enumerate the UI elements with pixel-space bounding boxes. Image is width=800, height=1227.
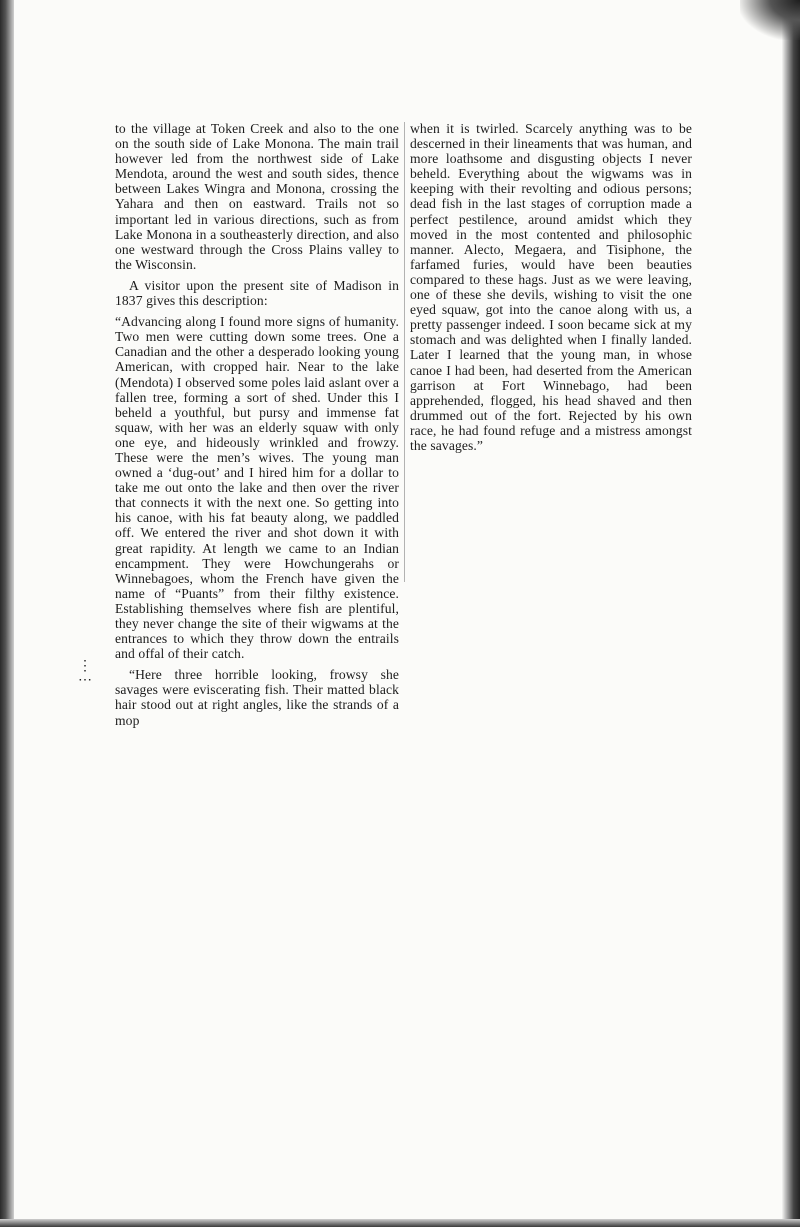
column-divider [404,122,405,582]
margin-mark-dots: ⋮ ⋯ [78,659,95,688]
left-paragraph-4: “Here three horrible looking, frowsy she savages were eviscerating fish. Their matted black hair stood out at right angles, like the strands of a mop [115,667,399,728]
top-right-corner-shadow [740,0,800,40]
right-page-edge [782,0,800,1227]
bottom-page-edge [0,1219,800,1227]
right-paragraph-1: when it is twirled. Scarcely anything was to be descerned in their lineaments that was human, and more loathsome and disgusting objects I never beheld. Everything about the wigwams was in keeping with their revolting and odious persons; dead fish in the last stages of corruption made a perfect pestilence, around amidst which they moved in the most contented and philosophic manner. Alecto, Megaera, and Tisiphone, the farfamed furies, would have been beauties compared to these hags. Just as we were leaving, one of these she devils, wishing to visit the one eyed squaw, got into the canoe along with us, a pretty passenger indeed. I soon became sick at my stomach and was delighted when I finally landed. Later I learned that the young man, in whose canoe I had been, had deserted from the American garrison at Fort Winnebago, had been apprehended, flogged, his head shaved and then drummed out of the fort. Rejected by his own race, he had found refuge and a mistress amongst the savages.” [410,121,692,453]
left-paragraph-3: “Advancing along I found more signs of humanity. Two men were cutting down some trees. One a Canadian and the other a desperado looking young American, with cropped hair. Near to the lake (Mendota) I observed some poles laid aslant over a fallen tree, forming a sort of shed. Under this I beheld a youthful, but pursy and immense fat squaw, with her was an elderly squaw with only one eye, and hideously wrinkled and frowzy. These were the men’s wives. The young man owned a ‘dug-out’ and I hired him for a dollar to take me out onto the lake and then over the river that connects it with the next one. So getting into his canoe, with his fat beauty along, we paddled off. We entered the river and shot down it with great rapidity. At length we came to an Indian encampment. They were Howchungerahs or Winnebagoes, whom the French have given the name of “Puants” from their filthy existence. Establishing themselves where fish are plentiful, they never change the site of their wigwams at the entrances to which they throw down the entrails and offal of their catch. [115,314,399,662]
right-text-column [410,121,692,459]
left-text-column [115,121,399,734]
left-page-edge [0,0,14,1227]
left-paragraph-2: A visitor upon the present site of Madison in 1837 gives this description: [115,277,399,309]
left-paragraph-1: to the village at Token Creek and also to the one on the south side of Lake Monona. The main trail however led from the northwest side of Lake Mendota, around the west and south sides, thence between Lakes Wingra and Monona, crossing the Yahara and then on eastward. Trails not so important led in various directions, such as from Lake Monona in a southeasterly direction, and also one westward through the Cross Plains valley to the Wisconsin. [115,121,399,272]
